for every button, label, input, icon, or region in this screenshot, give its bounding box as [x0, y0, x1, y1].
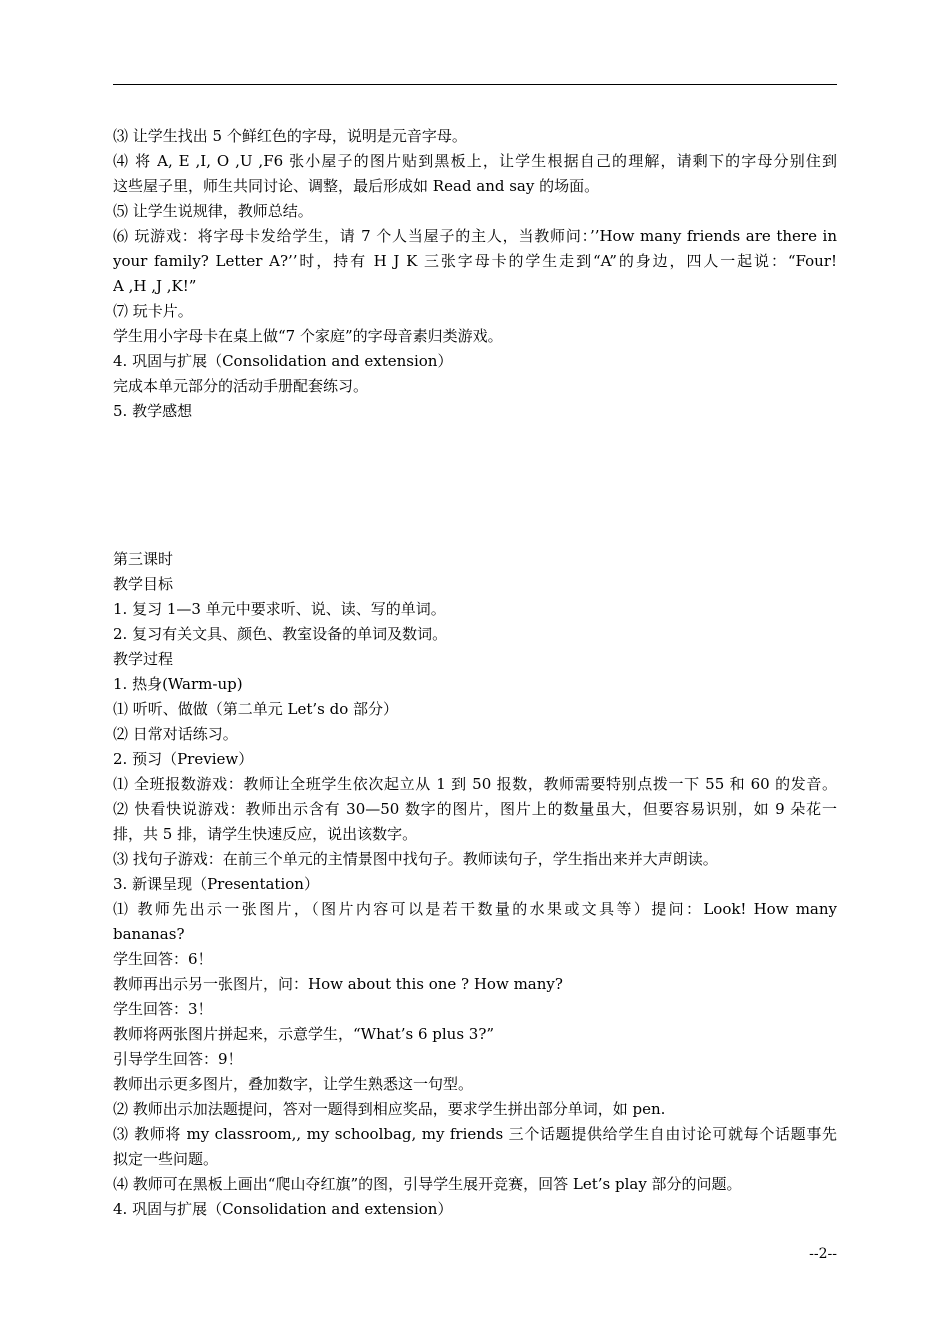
text-line: ⑷ 将 A, E ,I, O ,U ,F6 张小屋子的图片贴到黑板上，让学生根据自己的理解，请剩下的字母分别住到 [113, 152, 837, 170]
text-line: ⑸ 让学生说规律，教师总结。 [113, 202, 313, 220]
text-line: A ,H ,J ,K!” [113, 277, 197, 295]
text-line: 排，共 5 排，请学生快速反应，说出该数字。 [113, 825, 418, 843]
text-line: ⑵ 快看快说游戏：教师出示含有 30—50 数字的图片，图片上的数量虽大，但要容易识别，如 9 朵花一 [113, 800, 837, 818]
text-line: bananas? [113, 925, 185, 943]
text-line: ⑵ 教师出示加法题提问，答对一题得到相应奖品，要求学生拼出部分单词，如 pen. [113, 1100, 666, 1118]
text-line: ⑶ 教师将 my classroom,, my schoolbag, my friends 三个话题提供给学生自由讨论可就每个话题事先 [113, 1125, 837, 1143]
text-line: 拟定一些问题。 [113, 1150, 219, 1168]
text-line: ⑶ 找句子游戏：在前三个单元的主情景图中找句子。教师读句子，学生指出来并大声朗读。 [113, 850, 718, 868]
text-line: ⑴ 教师先出示一张图片，（图片内容可以是若干数量的水果或文具等）提问：Look! How many [113, 900, 837, 918]
section-heading: 4. 巩固与扩展（Consolidation and extension） [113, 352, 453, 370]
text-line: 完成本单元部分的活动手册配套练习。 [113, 377, 369, 395]
page-number: --2-- [809, 1246, 837, 1262]
section-heading: 5. 教学感想 [113, 402, 193, 420]
text-line: 学生用小字母卡在桌上做“7 个家庭”的字母音素归类游戏。 [113, 327, 503, 345]
header-rule [113, 84, 837, 85]
section-heading: 2. 预习（Preview） [113, 750, 254, 768]
text-line: ⑴ 听听、做做（第二单元 Let’s do 部分） [113, 700, 399, 718]
blank-space [113, 424, 837, 547]
text-line: 教师出示更多图片，叠加数字，让学生熟悉这一句型。 [113, 1075, 474, 1093]
text-line: 教师将两张图片拼起来，示意学生，“What’s 6 plus 3?” [113, 1025, 495, 1043]
document-body [113, 124, 837, 1222]
text-line: ⑹ 玩游戏：将字母卡发给学生，请 7 个人当屋子的主人，当教师问：’’How many friends are there in [113, 227, 837, 245]
text-line: 引导学生回答：9！ [113, 1050, 243, 1068]
section-heading: 教学目标 [113, 575, 174, 593]
lesson-title: 第三课时 [113, 550, 174, 568]
text-line: 1. 复习 1—3 单元中要求听、说、读、写的单词。 [113, 600, 446, 618]
section-lesson-two-continued [113, 124, 837, 424]
text-line: your family? Letter A?’’时，持有 H J K 三张字母卡的学生走到“A”的身边，四人一起说：“Four! [113, 252, 837, 270]
text-line: 2. 复习有关文具、颜色、教室设备的单词及数词。 [113, 625, 448, 643]
section-heading: 教学过程 [113, 650, 174, 668]
text-line: ⑴ 全班报数游戏：教师让全班学生依次起立从 1 到 50 报数，教师需要特别点拨一下 55 和 60 的发音。 [113, 775, 837, 793]
text-line: 教师再出示另一张图片，问：How about this one ? How many? [113, 975, 563, 993]
text-line: ⑶ 让学生找出 5 个鲜红色的字母，说明是元音字母。 [113, 127, 467, 145]
text-line: 学生回答：6！ [113, 950, 213, 968]
text-line: ⑺ 玩卡片。 [113, 302, 193, 320]
section-heading: 1. 热身(Warm-up) [113, 675, 243, 693]
text-line: 学生回答：3！ [113, 1000, 213, 1018]
text-line: 这些屋子里，师生共同讨论、调整，最后形成如 Read and say 的场面。 [113, 177, 600, 195]
section-heading: 3. 新课呈现（Presentation） [113, 875, 319, 893]
text-line: ⑵ 日常对话练习。 [113, 725, 238, 743]
section-heading: 4. 巩固与扩展（Consolidation and extension） [113, 1200, 453, 1218]
section-lesson-three [113, 547, 837, 1222]
text-line: ⑷ 教师可在黑板上画出“爬山夺红旗”的图，引导学生展开竞赛，回答 Let’s play 部分的问题。 [113, 1175, 742, 1193]
